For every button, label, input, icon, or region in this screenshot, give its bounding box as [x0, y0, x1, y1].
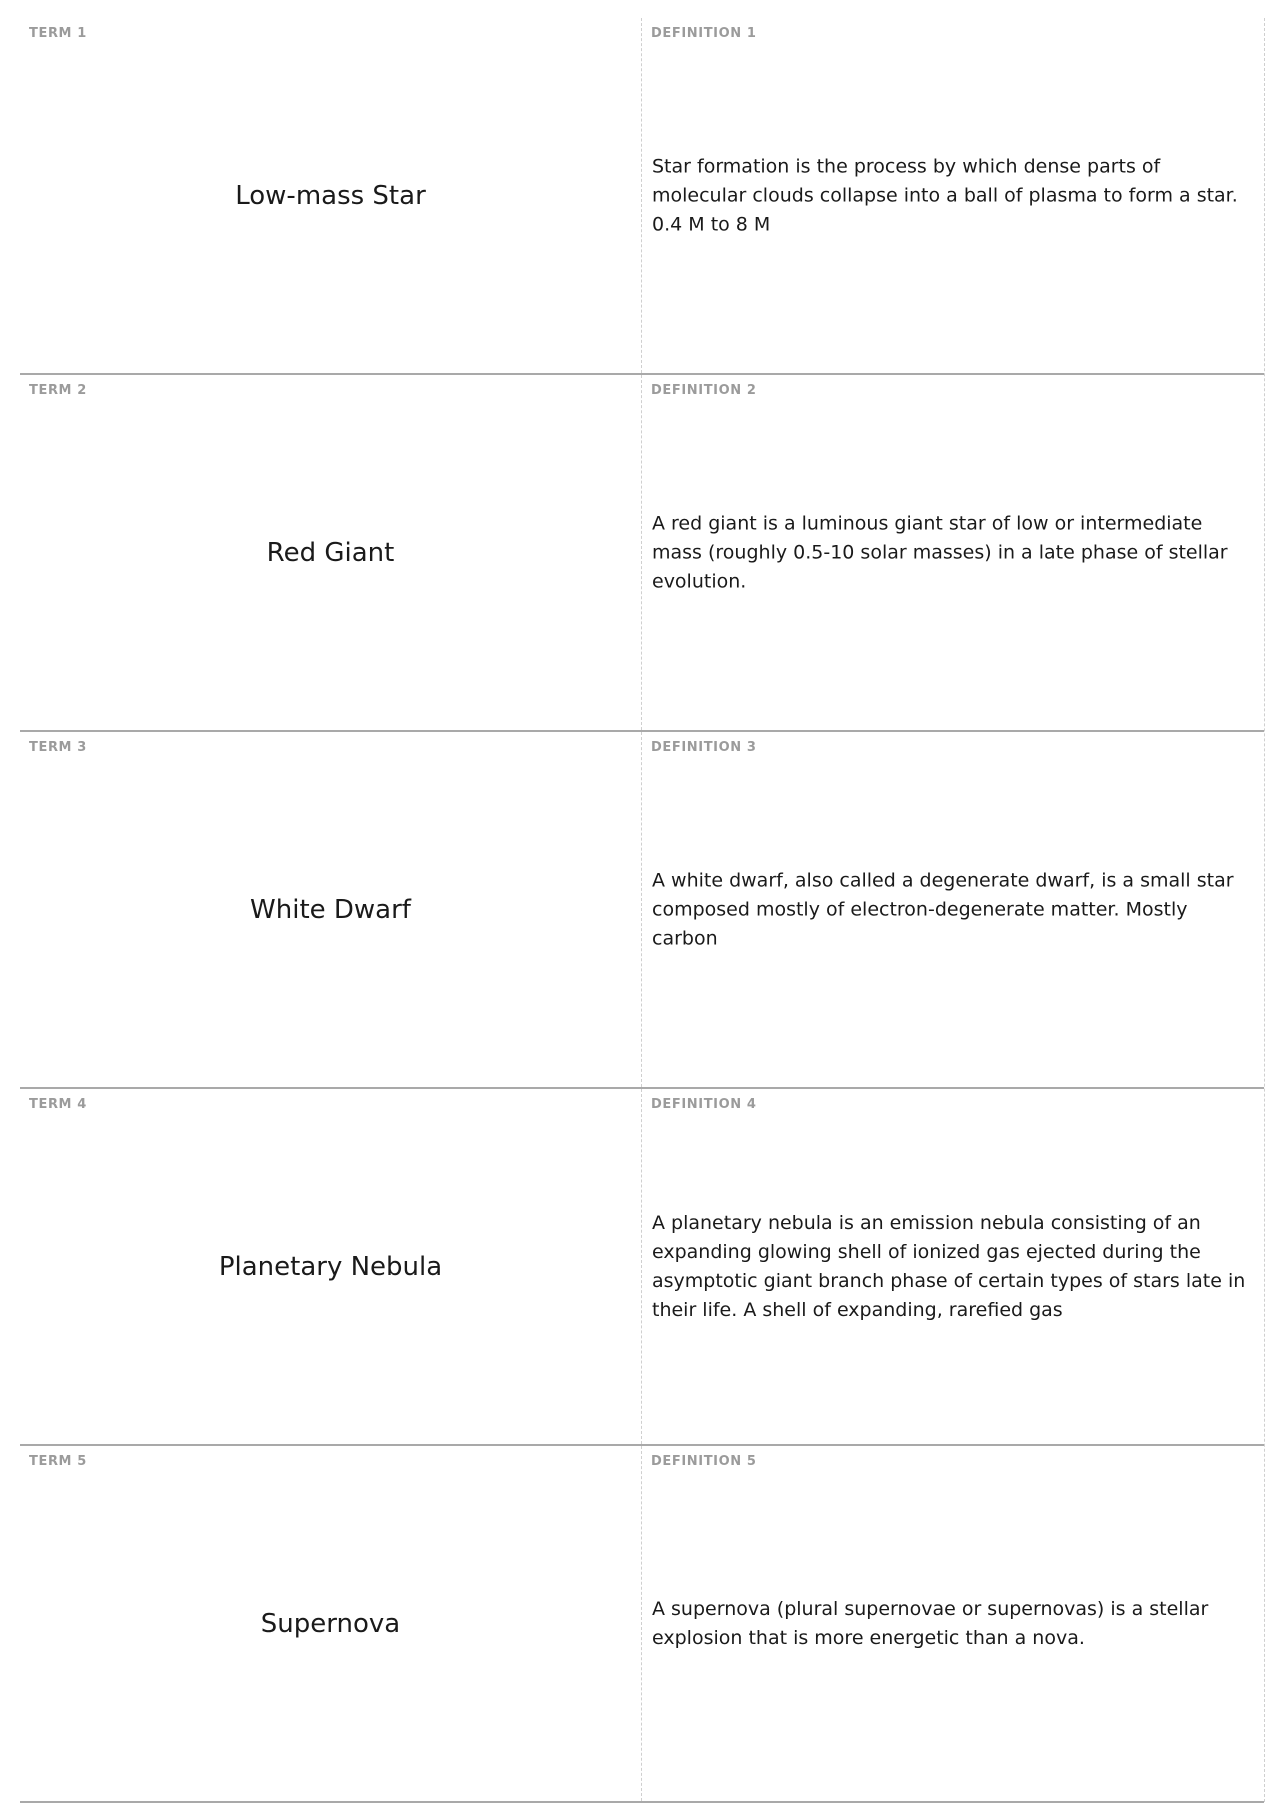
flashcard-row: [20, 375, 1264, 732]
term-label: TERM 5: [29, 1454, 87, 1469]
definition-card: [642, 18, 1264, 373]
definition-text: Star formation is the process by which dense parts of molecular clouds collapse into a ball of plasma to form a star. 0.4 M to 8 M: [652, 155, 1238, 235]
term-text: Low-mass Star: [235, 180, 426, 211]
definition-label: DEFINITION 5: [651, 1454, 757, 1469]
definition-card: [642, 732, 1264, 1087]
term-label: TERM 2: [29, 383, 87, 398]
definition-text: A planetary nebula is an emission nebula consisting of an expanding glowing shell of ionized gas ejected during the asymptotic giant branch phase of certain types of stars late in their life. A shell of expanding, rarefied gas: [652, 1211, 1246, 1321]
term-card: [20, 375, 642, 730]
definition-label: DEFINITION 4: [651, 1097, 757, 1112]
definition-label: DEFINITION 1: [651, 26, 757, 41]
flashcard-row: [20, 18, 1264, 375]
term-text: White Dwarf: [250, 894, 411, 925]
term-text: Planetary Nebula: [218, 1251, 443, 1282]
flashcard-row: [20, 1089, 1264, 1446]
term-label: TERM 4: [29, 1097, 87, 1112]
definition-card: [642, 375, 1264, 730]
term-label: TERM 3: [29, 740, 87, 755]
term-card: [20, 1446, 642, 1801]
term-card: [20, 732, 642, 1087]
definition-text: A red giant is a luminous giant star of low or intermediate mass (roughly 0.5-10 solar masses) in a late phase of stellar evolution.: [652, 512, 1228, 592]
definition-label: DEFINITION 2: [651, 383, 757, 398]
term-text: Supernova: [260, 1608, 401, 1639]
flashcard-row: [20, 1446, 1264, 1803]
definition-text: A white dwarf, also called a degenerate dwarf, is a small star composed mostly of electron-degenerate matter. Mostly carbon: [652, 869, 1234, 949]
definition-text: A supernova (plural supernovae or supernovas) is a stellar explosion that is more energetic than a nova.: [652, 1597, 1209, 1649]
definition-card: [642, 1446, 1264, 1801]
flashcard-sheet: [20, 18, 1265, 1802]
term-text: Red Giant: [266, 537, 395, 568]
term-card: [20, 18, 642, 373]
flashcard-row: [20, 732, 1264, 1089]
term-card: [20, 1089, 642, 1444]
term-label: TERM 1: [29, 26, 87, 41]
definition-card: [642, 1089, 1264, 1444]
definition-label: DEFINITION 3: [651, 740, 757, 755]
